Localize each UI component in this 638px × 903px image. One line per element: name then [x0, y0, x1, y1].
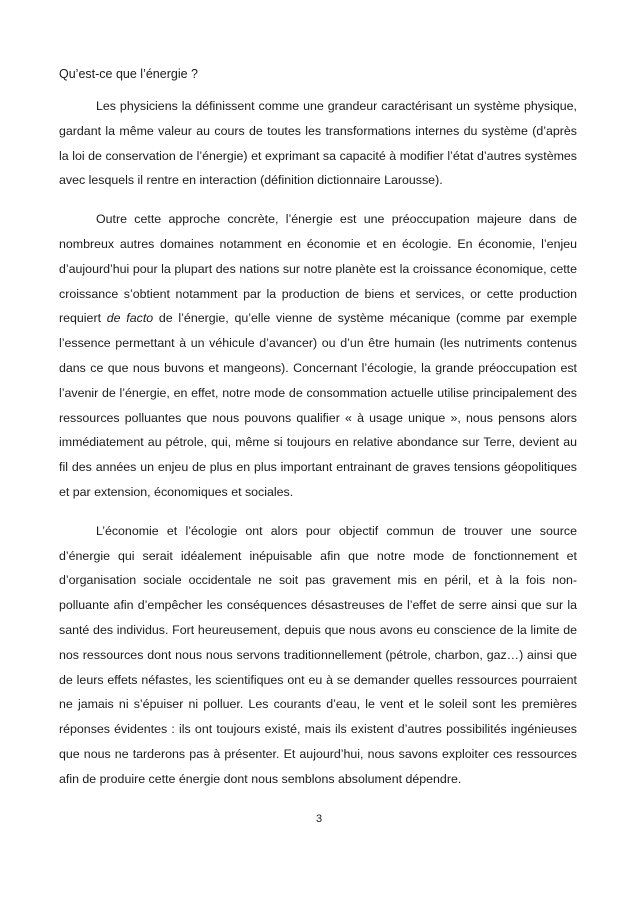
- paragraph-3: L’économie et l’écologie ont alors pour objectif commun de trouver une source d’énergie qui serait idéalement inépuisable afin que notre mode de fonctionnement et d’organisation sociale occidentale ne soit pas gravement mis en péril, et à la fois non-polluante afin d’empêcher les conséquences désastreuses de l’effet de serre ainsi que sur la santé des individus. Fort heureusement, depuis que nous avons eu conscience de la limite de nos ressources dont nous nous servons traditionnellement (pétrole, charbon, gaz…) ainsi que de leurs effets néfastes, les scientifiques ont eu à se demander quelles ressources pourraient ne jamais ni s’épuiser ni polluer. Les courants d’eau, le vent et le soleil sont les premières réponses évidentes : ils ont toujours existé, mais ils existent d’autres possibilités ingénieuses que nous ne tarderons pas à présenter. Et aujourd’hui, nous savons exploiter ces ressources afin de produire cette énergie dont nous semblons absolument dépendre.: [59, 523, 577, 786]
- document-body: [59, 60, 577, 806]
- section-heading: Qu’est-ce que l’énergie ?: [59, 67, 198, 81]
- page-number: 3: [315, 813, 323, 825]
- paragraph-1: Les physiciens la définissent comme une grandeur caractérisant un système physique, gardant la même valeur au cours de toutes les transformations internes du système (d’après la loi de conservation de l’énergie) et exprimant sa capacité à modifier l’état d’autres systèmes avec lesquels il rentre en interaction (définition dictionnaire Larousse).: [59, 99, 577, 188]
- paragraph-2-text-end: de l’énergie, qu’elle vienne de système mécanique (comme par exemple l’essence permettant à un véhicule d’avancer) ou d’un être humain (les nutriments contenus dans ce que nous buvons et mangeons). Concernant l’écologie, la grande préoccupation est l’avenir de l’énergie, en effet, notre mode de consommation actuelle utilise principalement des ressources polluantes que nous pouvons qualifier « à usage unique », nous pensons alors immédiatement au pétrole, qui, même si toujours en relative abondance sur Terre, devient au fil des années un enjeu de plus en plus important entrainant de graves tensions géopolitiques et par extension, économiques et sociales.: [59, 311, 577, 499]
- paragraph-2: [59, 207, 577, 505]
- italic-term: de facto: [106, 311, 154, 326]
- paragraph-2-text-start: Outre cette approche concrète, l’énergie est une préoccupation majeure dans de nombreux autres domaines notamment en économie et en écologie. En économie, l’enjeu d’aujourd’hui pour la plupart des nations sur notre planète est la croissance économique, cette croissance s’obtient notamment par la production de biens et services, or cette production requiert: [59, 212, 577, 326]
